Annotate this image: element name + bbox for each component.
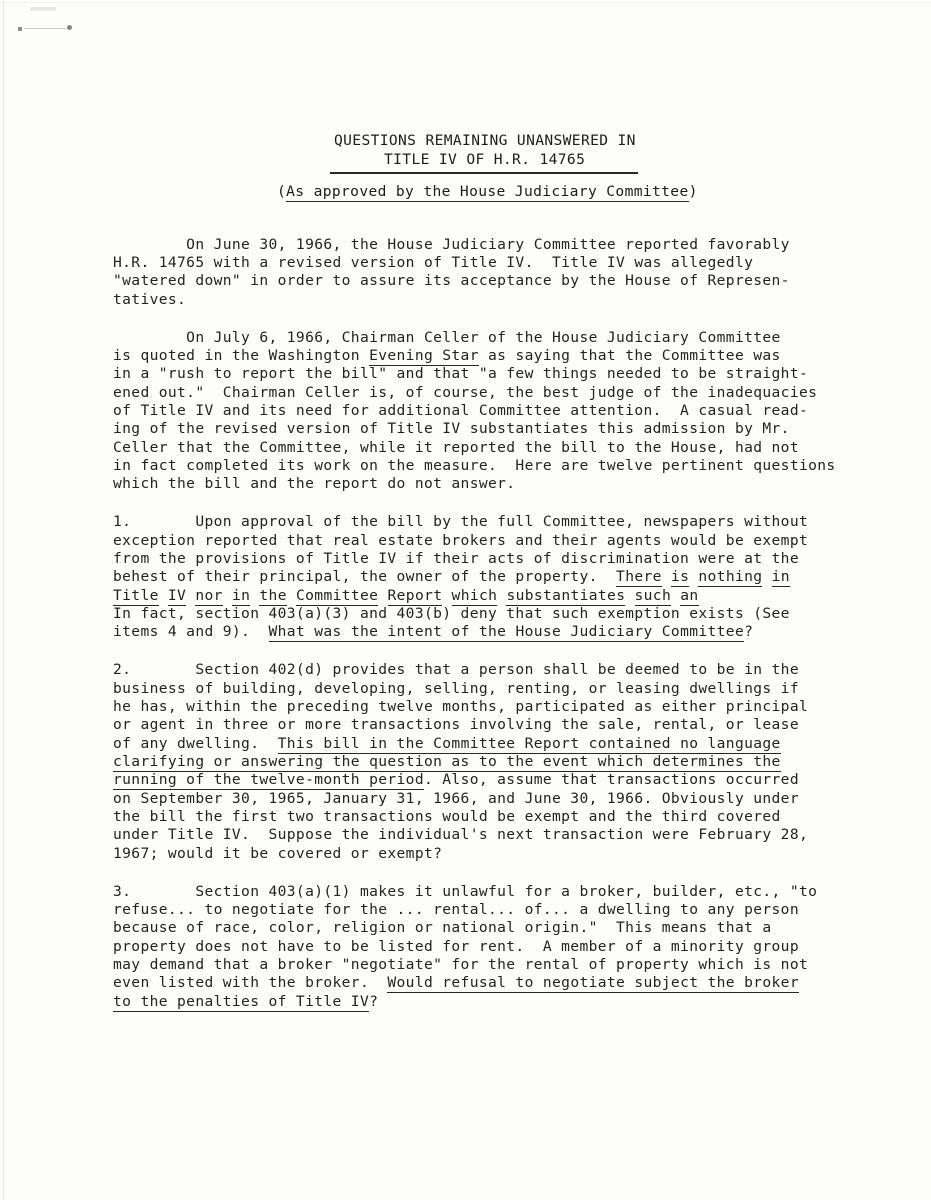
paragraph-line: because of race, color, religion or national origin." This means that a <box>113 919 772 936</box>
punch-mark-artifact-right <box>67 25 72 30</box>
paragraph-line: H.R. 14765 with a revised version of Title IV. Title IV was allegedly <box>113 254 754 271</box>
subtitle-close-paren: ) <box>688 183 698 200</box>
paragraph-line: in a "rush to report the bill" and that "a few things needed to be straight- <box>113 365 809 382</box>
underlined-question: What was the intent of the House Judiciary Committee <box>268 623 745 640</box>
paragraph-line: Celler that the Committee, while it reported the bill to the House, had not <box>113 439 799 456</box>
subtitle-text: As approved by the House Judiciary Committee <box>286 183 689 200</box>
paragraph-line: exception reported that real estate brokers and their agents would be exempt <box>113 532 809 549</box>
scan-smudge <box>30 7 56 11</box>
paragraph-line: in fact completed its work on the measure. Here are twelve pertinent questions <box>113 457 836 474</box>
paragraph-line <box>113 568 790 586</box>
line-segment: even listed with the broker. <box>113 974 388 991</box>
paragraph-line: the bill the first two transactions would be exempt and the third covered <box>113 808 781 825</box>
punch-mark-artifact-left <box>18 27 22 31</box>
paragraph-line: he has, within the preceding twelve months, participated as either principal <box>113 698 809 715</box>
numbered-item-line: 2. Section 402(d) provides that a person shall be deemed to be in the <box>113 661 799 678</box>
underlined-question: to the penalties of Title IV <box>113 993 370 1010</box>
underlined-question: Would refusal to negotiate subject the broker <box>387 974 799 991</box>
paragraph-line: which the bill and the report do not answer. <box>113 475 516 492</box>
paragraph-line: refuse... to negotiate for the ... rental... of... a dwelling to any person <box>113 901 799 918</box>
staple-line-artifact <box>24 28 66 29</box>
underlined-phrase: running of the twelve-month period <box>113 771 424 788</box>
newspaper-name: Evening Star <box>369 347 479 364</box>
line-segment: ? <box>744 623 754 640</box>
scan-edge-left <box>3 0 4 1200</box>
paragraph-line: On July 6, 1966, Chairman Celler of the House Judiciary Committee <box>113 329 781 346</box>
paragraph-line: or agent in three or more transactions involving the sale, rental, or lease <box>113 716 799 733</box>
line-segment: . Also, assume that transactions occurred <box>423 771 799 788</box>
underlined-phrase: Title IV nor in the Committee Report which substantiates such an <box>113 587 699 604</box>
paragraph-line: business of building, developing, selling, renting, or leasing dwellings if <box>113 680 799 697</box>
document-title-line-1: QUESTIONS REMAINING UNANSWERED IN <box>334 132 636 149</box>
paragraph-line <box>113 771 799 789</box>
paragraph-line <box>113 347 781 365</box>
line-segment: items 4 and 9). <box>113 623 269 640</box>
numbered-item-line: 3. Section 403(a)(1) makes it unlawful for a broker, builder, etc., "to <box>113 883 818 900</box>
paragraph-line: tatives. <box>113 291 187 308</box>
paragraph-line <box>113 974 799 992</box>
numbered-item-line: 1. Upon approval of the bill by the full Committee, newspapers without <box>113 513 809 530</box>
paragraph-line <box>113 587 699 605</box>
paragraph-line: on September 30, 1965, January 31, 1966, and June 30, 1966. Obviously under <box>113 790 799 807</box>
underlined-phrase: There is nothing in <box>616 568 790 585</box>
line-segment: of any dwelling. <box>113 735 278 752</box>
underlined-phrase: clarifying or answering the question as to the event which determines the <box>113 753 781 770</box>
paragraph-line <box>113 993 378 1011</box>
underlined-phrase: This bill in the Committee Report contained no language <box>277 735 781 752</box>
title-underline-rule <box>330 172 638 174</box>
paragraph-line: 1967; would it be covered or exempt? <box>113 845 443 862</box>
subtitle-open-paren: ( <box>277 183 287 200</box>
paragraph-line: property does not have to be listed for rent. A member of a minority group <box>113 938 799 955</box>
line-segment: ? <box>369 993 379 1010</box>
line-segment: behest of their principal, the owner of the property. <box>113 568 617 585</box>
paragraph-line: ened out." Chairman Celler is, of course, the best judge of the inadequacies <box>113 384 818 401</box>
paragraph-line: from the provisions of Title IV if their acts of discrimination were at the <box>113 550 799 567</box>
document-subtitle <box>277 183 698 201</box>
paragraph-line: may demand that a broker "negotiate" for the rental of property which is not <box>113 956 809 973</box>
paragraph-line: In fact, section 403(a)(3) and 403(b) deny that such exemption exists (See <box>113 605 790 622</box>
paragraph-line <box>113 735 781 753</box>
paragraph-line: "watered down" in order to assure its acceptance by the House of Represen- <box>113 272 790 289</box>
document-title-line-2: TITLE IV OF H.R. 14765 <box>384 151 586 168</box>
paragraph-line: of Title IV and its need for additional Committee attention. A casual read- <box>113 402 809 419</box>
paragraph-line: On June 30, 1966, the House Judiciary Committee reported favorably <box>113 236 790 253</box>
paragraph-line <box>113 623 753 641</box>
paragraph-line <box>113 753 781 771</box>
scan-edge-top <box>0 2 931 3</box>
line-segment: as saying that the Committee was <box>478 347 781 364</box>
paragraph-line: under Title IV. Suppose the individual's next transaction were February 28, <box>113 826 809 843</box>
line-segment: is quoted in the Washington <box>113 347 370 364</box>
paragraph-line: ing of the revised version of Title IV substantiates this admission by Mr. <box>113 420 790 437</box>
